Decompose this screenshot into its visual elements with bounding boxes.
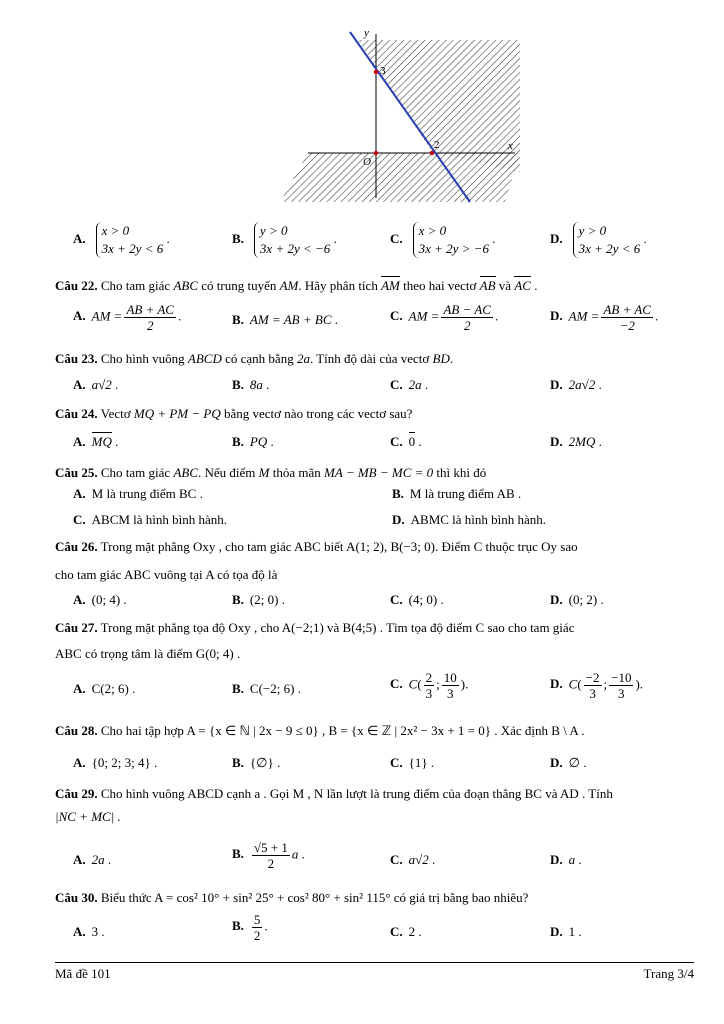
q26-option-d[interactable]: D. (0; 2) . xyxy=(550,592,604,607)
question-30: Câu 30. Biểu thức A = cos² 10° + sin² 25° + cos² 80° + sin² 115° có giá trị bằng bao nhiêu? xyxy=(55,890,529,905)
q24-option-d[interactable]: D. 2MQ . xyxy=(550,434,602,449)
q25-option-d[interactable]: D. ABMC là hình bình hành. xyxy=(392,512,547,527)
q24-option-b[interactable]: B. PQ . xyxy=(232,434,274,449)
q23-option-d[interactable]: D. 2a√2 . xyxy=(550,377,602,392)
y-axis-label: y xyxy=(364,27,369,39)
q27-option-b[interactable]: B. C(−2; 6) . xyxy=(232,681,301,696)
q27-option-d[interactable]: D. C( $\frac{-2}{3}$ ; $\frac{-10}{3}$ ). xyxy=(550,670,644,701)
question-27-line-2: ABC có trọng tâm là điểm G(0; 4) . xyxy=(55,646,241,661)
question-27: Câu 27. Trong mặt phẳng tọa độ Oxy , cho A(−2;1) và B(4;5) . Tìm tọa độ điểm C sao cho tam giác xyxy=(55,620,575,635)
question-22: Câu 22. Cho tam giác ABC có trung tuyến AM. Hãy phân tích AM theo hai vectơ AB và AC . xyxy=(55,278,538,293)
q23-option-c[interactable]: C. 2a . xyxy=(390,377,429,392)
q30-option-c[interactable]: C. 2 . xyxy=(390,924,422,939)
q27-option-a[interactable]: A. C(2; 6) . xyxy=(73,681,136,696)
q29-option-d[interactable]: D. a . xyxy=(550,852,582,867)
q29-option-b[interactable]: B. $\frac{√5 + 1}{2}$ a . xyxy=(232,840,305,871)
tick-3: 3 xyxy=(380,65,386,77)
q23-option-b[interactable]: B. 8a . xyxy=(232,377,270,392)
q21-option-b[interactable]: B.y > 0 3x + 2y < −6 . xyxy=(232,223,337,256)
q28-option-a[interactable]: A. {0; 2; 3; 4} . xyxy=(73,755,158,770)
q26-option-c[interactable]: C. (4; 0) . xyxy=(390,592,444,607)
question-26: Câu 26. Trong mặt phẳng Oxy , cho tam giác ABC biết A(1; 2), B(−3; 0). Điểm C thuộc trục Oy sao xyxy=(55,539,578,554)
origin-label: O xyxy=(363,156,371,168)
question-25: Câu 25. Cho tam giác ABC. Nếu điểm M thỏa mãn MA − MB − MC = 0 thì khi đó xyxy=(55,465,487,480)
q25-option-a[interactable]: A. M là trung điểm BC . xyxy=(73,486,203,501)
q22-option-b[interactable]: B. AM = AB + BC . xyxy=(232,312,338,327)
hatched-region-lower xyxy=(280,153,520,202)
q27-option-c[interactable]: C. C( $\frac{2}{3}$ ; $\frac{10}{3}$ ). xyxy=(390,670,469,701)
question-29-line-2: |NC + MC| . xyxy=(55,809,121,824)
q22-option-c[interactable]: C. AM = $\frac{AB - AC}{2}$ . xyxy=(390,302,499,333)
question-29: Câu 29. Cho hình vuông ABCD cạnh a . Gọi M , N lần lượt là trung điểm của đoạn thẳng BC và AD . Tính xyxy=(55,786,613,801)
q25-option-b[interactable]: B. M là trung điểm AB . xyxy=(392,486,522,501)
q30-option-d[interactable]: D. 1 . xyxy=(550,924,582,939)
q29-option-c[interactable]: C. a√2 . xyxy=(390,852,436,867)
q25-option-c[interactable]: C. ABCM là hình bình hành. xyxy=(73,512,228,527)
page-footer xyxy=(55,962,694,982)
q28-option-b[interactable]: B. {∅} . xyxy=(232,755,281,770)
inequality-graph xyxy=(280,22,530,204)
q29-option-a[interactable]: A. 2a . xyxy=(73,852,112,867)
question-24: Câu 24. Vectơ MQ + PM − PQ bằng vectơ nào trong các vectơ sau? xyxy=(55,406,413,421)
q21-option-c[interactable]: C.x > 0 3x + 2y > −6 . xyxy=(390,223,496,256)
q24-option-c[interactable]: C. 0 . xyxy=(390,434,422,449)
q28-option-d[interactable]: D. ∅ . xyxy=(550,755,587,770)
q26-option-a[interactable]: A. (0; 4) . xyxy=(73,592,127,607)
question-26-line-2: cho tam giác ABC vuông tại A có tọa độ là xyxy=(55,567,278,582)
q21-option-a[interactable]: A.x > 0 3x + 2y < 6 . xyxy=(73,223,170,256)
q26-option-b[interactable]: B. (2; 0) . xyxy=(232,592,285,607)
tick-2: 2 xyxy=(434,139,440,151)
q21-option-d[interactable]: D.y > 0 3x + 2y < 6 . xyxy=(550,223,647,256)
q24-option-a[interactable]: A. MQ . xyxy=(73,434,119,449)
question-28: Câu 28. Cho hai tập hợp A = {x ∈ ℕ | 2x − 9 ≤ 0} , B = {x ∈ ℤ | 2x² − 3x + 1 = 0} . Xác định B \ A . xyxy=(55,723,585,738)
q30-option-a[interactable]: A. 3 . xyxy=(73,924,105,939)
q22-option-d[interactable]: D. AM = $\frac{AB + AC}{-2}$ . xyxy=(550,302,659,333)
question-23: Câu 23. Cho hình vuông ABCD có cạnh bằng 2a. Tính độ dài của vectơ BD. xyxy=(55,351,454,366)
exam-code: Mã đề 101 xyxy=(55,966,111,981)
x-axis-label: x xyxy=(508,140,513,152)
q28-option-c[interactable]: C. {1} . xyxy=(390,755,435,770)
hatched-region-upper xyxy=(358,40,520,172)
q22-option-a[interactable]: A. AM = $\frac{AB + AC}{2}$ . xyxy=(73,302,182,333)
q23-option-a[interactable]: A. a√2 . xyxy=(73,377,119,392)
page-number: Trang 3/4 xyxy=(643,966,694,981)
q30-option-b[interactable]: B. $\frac{5}{2}$ . xyxy=(232,912,268,943)
